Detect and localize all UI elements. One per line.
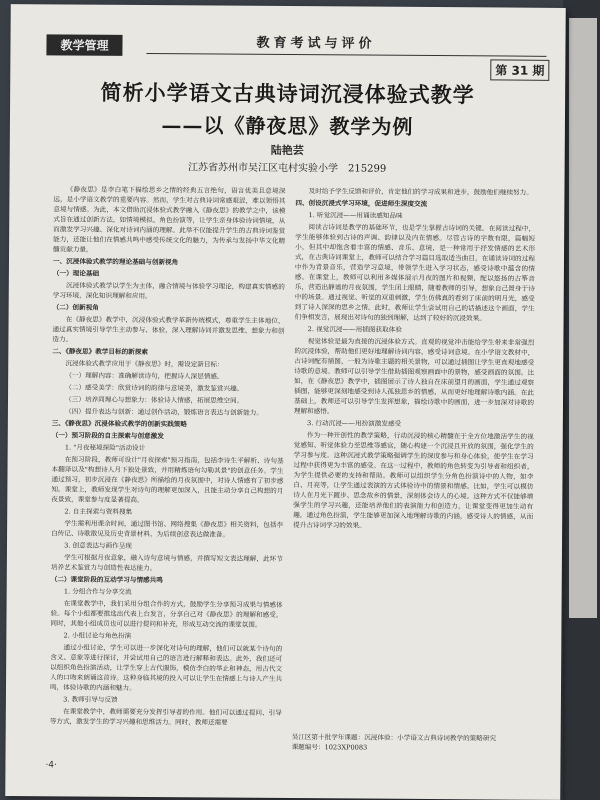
paragraph: 及时给予学生反馈和评价，肯定他们的学习成果和进步，鼓励他们继续努力。 xyxy=(308,187,533,197)
paragraph: （四）提升表达与创新：通过创作活动，锻炼语言表达与创新能力。 xyxy=(65,407,263,417)
paragraph: 1. 分组合作与分享交流 xyxy=(63,587,132,596)
journal-page xyxy=(5,4,566,800)
issue-badge: 第 31 期 xyxy=(490,59,549,80)
next-page-edge xyxy=(569,18,597,618)
affiliation: 江苏省苏州市吴江区屯村实验小学 215299 xyxy=(188,162,387,175)
paragraph: 3. 教师引导与反馈 xyxy=(63,695,118,704)
paragraph: 2. 自主探索与资料搜集 xyxy=(64,507,133,516)
section-label: 教学管理 xyxy=(46,34,122,56)
paragraph: （一）理解内容：准确解读诗句，把握诗人深层情感。 xyxy=(65,371,224,381)
paragraph: 2. 小组讨论与角色扮演 xyxy=(63,631,132,640)
page-number: ·4· xyxy=(45,760,57,771)
paragraph: 作为一种开创性的教学策略，行动沉浸的核心精髓在于全方位地激活学生的视觉感知、听觉体验力至思维等感官，随心构建一个沉浸且开放的氛围，强化学生的学习参与度。这种沉浸式教学策略强调学生的深度参与和身心体验，使学生在学习过程中获得更为丰富的感受。在这一过程中，教师的角色转变为引导者和组织者，为学生提供必要的支持和帮助。教师可以组织学生分角色扮演诗中的人物，如李白、月亮等，让学生通过表演的方式体验诗中的情景和情感。比如，学生可以模仿诗人在月光下踱步、思念故乡的情景，深刻体会诗人的心境。这种方式不仅能够增强学生的学习兴趣，还能培养他们的表演能力和创造力，让课堂变得更加生动有趣。通过角色扮演，学生能够更加深入地理解诗歌的内涵，感受诗人的情感，从而提升古诗词学习的效果。 xyxy=(293,431,534,530)
left-column xyxy=(50,184,286,730)
paragraph: 在课堂教学中，我们采用分组合作的方式，鼓励学生分享预习成果与情感体验。每个小组都要推选出代表上台发言，分享自己对《静夜思》的理解和感受。同时，其他小组成员也可以进行提问和补充，形成互动交流的课堂氛围。 xyxy=(50,599,283,629)
section-heading: （一）预习阶段的自主探索与创意激发 xyxy=(51,431,164,441)
right-column xyxy=(293,186,535,534)
paragraph: 沉浸体验式教学应用于《静夜思》时，需设定新目标： xyxy=(65,359,224,369)
paragraph: 3. 行动沉浸——用扮演激发感受 xyxy=(307,419,402,428)
paragraph: 视觉体验是最为直接的沉浸体验方式。直观的视觉冲击能给学生带来非常强烈的沉浸体验，帮助他们更好地理解诗词内容，感受诗词意境。在小学语文教材中，古诗词配有插图，一般为诗歌主题的相关景物，可以通过插图让学生更直观地感受诗歌的意境。教师可以引导学生借助插图观察画面中的景物，感受画面的氛围。比如，在《静夜思》教学中，插图展示了诗人独自在床前望月的画面，学生通过观察插图，能够更深刻地感受到诗人孤独思乡的情感，从而更好地理解诗歌内涵。在此基础上，教师还可以引导学生发挥想象，描绘诗歌中的画面，进一步加深对诗歌的理解和感悟。 xyxy=(293,337,535,416)
footnote-project: 吴江区第十批学年课题：沉浸体验：小学语文古典诗词教学的策略研究 xyxy=(291,733,497,743)
footnote xyxy=(292,732,532,754)
article-subtitle: ——以《静夜思》教学为例 xyxy=(161,113,414,139)
paragraph: 1. 听觉沉浸——用诵读感知品味 xyxy=(308,211,403,220)
section-heading: （二）创新视角 xyxy=(52,303,99,312)
section-heading: 一、沉浸体验式教学的理论基础与创新视角 xyxy=(52,257,179,267)
paragraph: 阅读古诗词是教学的基础环节，也是学生掌握古诗词的关键。在阅读过程中，学生能够体验到古诗的声调、韵律以及内在情感。尽管古诗的字数有限，篇幅短小，但其中却饱含着丰富的情感、音乐、意境，是一种常用于抒发情感的艺术形式，在古典诗词课堂上，教师可以结合学习篇目选取适当曲目，在诵读诗词的过程中作为背景音乐，营造学习意境，带领学生进入学习状态，感受诗歌中蕴含的情感。在课堂上，教师可以利用多媒体展示月夜的图片和视频，配以悠扬的古筝音乐，营造出静谧的月夜氛围，学生闭上眼睛，随着教师的引导，想象自己置身于诗中的场景。通过视觉、听觉的双重刺激，学生仿佛真的看到了床前的明月光，感受到了诗人深深的思乡之情。此时，教师让学生尝试用自己的话描述这个画面，学生们争相发言，展现出对诗句的独到理解，达到了较好的沉浸效果。 xyxy=(294,223,536,323)
section-heading: 四、创设沉浸式学习环境，促进师生深度交流 xyxy=(295,199,428,208)
paragraph: （二）感受美学：欣赏诗词的韵律与意境美，激发鉴赏兴趣。 xyxy=(65,383,244,393)
section-heading: （二）课堂阶段的互动学习与情感共鸣 xyxy=(50,575,163,585)
section-heading: （一）理论基础 xyxy=(52,269,100,278)
page-edge xyxy=(563,0,600,800)
header-rule xyxy=(146,53,546,57)
footnote-code: 课题编号：1023XP0083 xyxy=(291,743,368,752)
journal-name: 教育考试与评价 xyxy=(256,35,376,52)
paragraph: 沉浸体验式教学以学生为主体，融合情境与体验学习理论，构建真实情感的学习环境，深化知识理解和应用。 xyxy=(52,281,285,301)
section-heading: 二、《静夜思》教学目标的新探索 xyxy=(52,347,148,357)
paragraph: 1. "月夜秘境探险"活动设计 xyxy=(64,443,146,453)
paragraph: 《静夜思》是李白笔下描绘思乡之情的经典五言绝句，语言优美且意境深远，是小学语文教学的重要内容。然而，学生对古典诗词常感艰涩，难以领悟其意境与情感。为此，本文借助沉浸体验式教学融入《静夜思》的教学之中，该模式旨在通过创新方法，如情境模拟、角色扮演等，让学生亲身体验诗词情境，从而激发学习兴趣、深化对诗词内涵的理解。此举不仅能提升学生的古典诗词鉴赏能力，还能让他们在情感共鸣中感受传统文化的魅力，为传承与发扬中华文化精髓贡献力量。 xyxy=(53,185,286,254)
paragraph: 3. 创意表达与画作呈现 xyxy=(64,541,132,550)
paragraph: 在课堂教学中，教师需要充分发挥引导者的作用。他们可以通过提问、引导等方式，激发学生的学习兴趣和思维活力。同时，教师还需要 xyxy=(49,707,282,727)
paragraph: 学生需利用课余时间，通过图书馆、网络搜集《静夜思》相关资料，包括李白传记、诗歌散见及历史背景材料，为后续创意表达做准备。 xyxy=(51,519,284,539)
paragraph: （三）培养同理心与想象力：体验诗人情感，拓展思维空间。 xyxy=(65,395,244,405)
paragraph: 通过小组讨论，学生可以进一步深化对诗句的理解，他们可以就某个诗句的含义、意象等进行探讨，并尝试用自己的语言进行解释和表达。此外，我们还可以组织角色扮演活动，让学生穿上古代服饰，模仿李白的举止和神态，用古代文人的口吻来朗诵这首诗。这种身临其境的投入可以让学生在情感上与诗人产生共鸣，体验诗歌的内涵和魅力。 xyxy=(49,643,283,692)
page-header xyxy=(46,30,556,52)
article-title: 简析小学语文古典诗词沉浸体验式教学 xyxy=(100,79,475,108)
author-name: 陆艳芸 xyxy=(270,143,304,158)
section-heading: 三、《静夜思》沉浸体验式教学的创新实践策略 xyxy=(51,419,188,429)
paragraph: 2. 视觉沉浸——用插图获取体验 xyxy=(307,325,402,334)
paragraph: 在《静夜思》教学中，沉浸体验式教学革新传统模式，尊重学生主体地位，通过真实情境引导学生主动参与、体验，深入理解诗词并激发思维、想象力和创造力。 xyxy=(52,315,285,344)
paragraph: 在预习阶段，教师可设计"月夜探索"预习指南，包括李诗生平解析、诗句基本翻译以及"构想诗人月下独处景致，并用精炼语句勾勒其景"的创意任务。学生通过预习，初步沉浸在《静夜思》所描绘的月夜氛围中，对诗人情感有了初步感知。课堂上，教师发现学生对诗句的理解更加深入，且能主动分享自己构想的月夜景致，课堂参与度显著提高。 xyxy=(51,455,284,505)
paragraph: 学生可根据月夜意象，融入诗句意境与情感，并撰写短文表达理解，此环节培养艺术鉴赏力与创造性表达能力。 xyxy=(50,553,283,573)
